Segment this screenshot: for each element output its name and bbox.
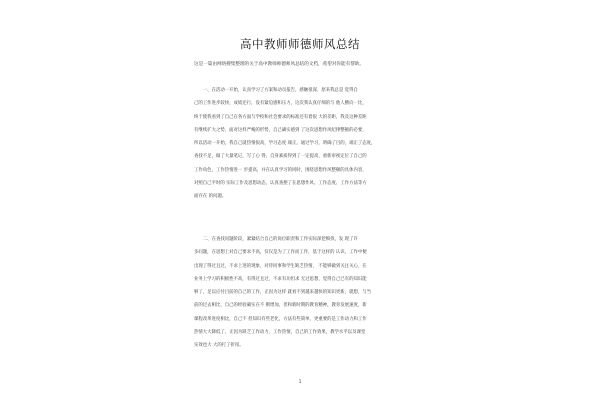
paragraph-line: 所以活动一开始，我自己就热情很高，学习态度 端正，通过学习，明确了目的，端正了态度， (194, 141, 376, 147)
paragraph-line: 对照自己平时的 实际工作及思想动态，认真查摆了在思想作风、工作态度、工作方法等方 (194, 181, 367, 187)
paragraph-line: 前的过去相比，自己的经验确实在不 断增加，但和新时期的教育精神，教育发展速度，新 (194, 303, 367, 309)
page-number: 1 (298, 380, 302, 385)
document-intro: 这是一篇由网络搜集整理的关于高中教师师德师风总结的文档，希望对你能有帮助。 (194, 62, 364, 67)
paragraph-line: 业务上学习的积极性不高，有得过且过，不求有功但求 无过思想，觉得自己已有的知识能 (194, 276, 367, 282)
paragraph-line: 够了，足以应付目前的自己的工作，正因为这样 就看不到越来越快的知识更新，就想，与当 (194, 290, 372, 296)
paragraph-line: 热情大大降低了，正因为缺乏工作动力，工作热情，自己的工作效果，教学水平以及课堂 (194, 330, 366, 336)
paragraph-line: 查找不足，做了大量笔记，写了心 得，自身素质得到了一定提高，重新审视定位了自己的 (194, 154, 367, 160)
paragraph-line: 终于使我看到了自己在各方面与学校和社会要求的标准还有着很 大的差距，我及这种差距 (194, 114, 367, 120)
paragraph-line: 面存在 的问题。 (194, 194, 227, 200)
paragraph-line: 有继续扩大之势，面对这样严峻的形势，自己确实感到 了这次思想作风纪律整顿的必要， (194, 127, 367, 133)
paragraph-line: 实效也大 大的打了折扣。 (194, 343, 244, 349)
section-two (194, 233, 412, 353)
paragraph-line: 课程改革进度相比，自己不 但知识有些老化，方法有些简单，更重要的是工作动力和工作 (194, 316, 367, 322)
paragraph-line: 二、在查找问题阶段，紧紧结合自己的岗位职责和工作实际深挖细找，发 现了许 (194, 237, 358, 242)
paragraph-line: 己的工作进步较快，成绩还行，没有紧迫感和压力，这次我认真仔细的与 他人横向一比， (194, 101, 367, 107)
paragraph-line: 出现了得过且过，不求上进的现象，对待同事和学生缺乏热情， 不能够做到关注关心，在 (194, 263, 367, 269)
section-one (194, 84, 412, 204)
paragraph-line: 一、在活动一开始，认真学习了方案和动员报告，感触很深，原来我总是 觉得自 (194, 88, 358, 93)
paragraph-line: 多问题，在思想上对自己要求不高，仅仅是为了工作而工作，基于这样的 认识，工作中便 (194, 250, 367, 256)
document-title: 高中教师师德师风总结 (240, 37, 360, 51)
paragraph-line: 工作角色，工作热情进一 步提高，并在认真学习的同时，围绕思想作风整顿的具体内容， (194, 167, 367, 173)
